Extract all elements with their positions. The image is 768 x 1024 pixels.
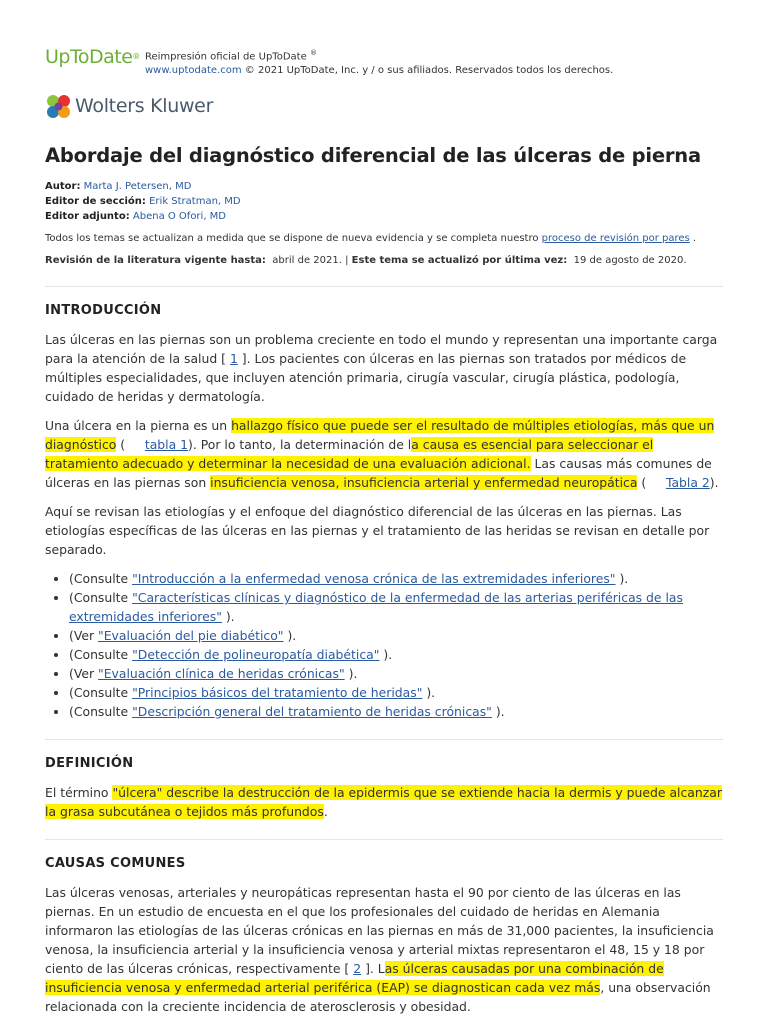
section-heading: CAUSAS COMUNES [45,856,186,872]
copyright: © 2021 UpToDate, Inc. y / o sus afiliados. Reservados todos los derechos. [244,65,614,77]
list-item: • (Consulte "Principios básicos del tratamiento de heridas" ). [69,683,723,702]
reprint-notice: Reimpresión oficial de UpToDate ® www.uptodate.com © 2021 UpToDate, Inc. y / o sus afiliados. Reservados todos los derechos. [145,49,614,77]
section-heading: INTRODUCCIÓN [45,303,162,319]
article-credits: Autor: Marta J. Petersen, MD Editor de sección: Erik Stratman, MD Editor adjunto: Abena O Ofori, MD [45,181,241,223]
highlight: hallazgo físico que puede ser el resultado de múltiples etiologías, más que un diagnóstico [45,418,715,453]
related-topics-list [45,569,723,721]
paragraph: El término "úlcera" describe la destrucción de la epidermis que se extiende hacia la dermis y puede alcanzar la grasa subcutánea o tejidos más profundos. [45,785,722,820]
topic-link[interactable]: "Descripción general del tratamiento de heridas crónicas" [132,704,492,720]
paragraph: Aquí se revisan las etiologías y el enfoque del diagnóstico diferencial de las úlceras en las piernas. Las etiologías específicas de las úlceras en las piernas y el tratamiento de las heridas se revisan en detalle por separado. [45,504,710,558]
topic-link[interactable]: "Detección de polineuropatía diabética" [132,647,380,663]
list-item: • (Consulte "Detección de polineuropatía diabética" ). [69,645,723,664]
list-item: • (Consulte "Características clínicas y diagnóstico de la enfermedad de las arterias periféricas de las extremidades inferiores" ). [69,588,723,626]
wolters-kluwer-mark-icon [45,93,72,120]
review-dates: Revisión de la literatura vigente hasta: abril de 2021. | Este tema se actualizó por última vez: 19 de agosto de 2020. [45,254,723,287]
highlight: a causa es esencial para seleccionar el tratamiento adecuado y determinar la necesidad de una evaluación adicional. [45,437,654,472]
section-introduction [45,303,723,740]
topic-link[interactable]: "Principios básicos del tratamiento de heridas" [132,685,423,701]
reprint-title: Reimpresión oficial de UpToDate [145,51,307,63]
section-common-causes [45,856,723,1016]
list-item: • (Ver "Evaluación del pie diabético" ). [69,626,723,645]
author-link[interactable]: Marta J. Petersen, MD [83,181,192,193]
highlight: "úlcera" describe la destrucción de la epidermis que se extiende hacia la dermis y puede alcanzar la grasa subcutánea o tejidos más profundos [45,785,722,820]
article-title: Abordaje del diagnóstico diferencial de las úlceras de pierna [45,144,701,168]
paragraph: Las úlceras en las piernas son un problema creciente en todo el mundo y representan una importante carga para la atención de la salud [ 1 ]. Los pacientes con úlceras en las piernas son tratados por médicos de múltiples especialidades, que incluyen atención primaria, cirugía vascular, cirugía plástica, podología, cuidado de heridas y dermatología. [45,332,718,405]
list-item: • (Ver "Evaluación clínica de heridas crónicas" ). [69,664,723,683]
publisher-name: Wolters Kluwer [75,95,214,118]
paragraph: Las úlceras venosas, arteriales y neuropáticas representan hasta el 90 por ciento de las úlceras en las piernas. En un estudio de encuesta en el que los profesionales del cuidado de heridas en Alemania informaron las etiologías de las úlceras crónicas en las piernas en más de 31,000 pacientes, la insuficiencia venosa, la insuficiencia arterial y la insuficiencia venosa y arterial mixtas representaron el 48, 15 y 18 por ciento de las úlceras crónicas, respectivamente [ 2 ]. Las úlceras causadas por una combinación de insuficiencia venosa y enfermedad arterial periférica (EAP) se diagnostican cada vez más, una observación relacionada con la creciente incidencia de aterosclerosis y obesidad. [45,885,714,1015]
topic-link[interactable]: "Evaluación clínica de heridas crónicas" [98,666,345,682]
peer-review-link[interactable]: proceso de revisión por pares [541,233,690,245]
section-editor-link[interactable]: Erik Stratman, MD [149,196,241,208]
list-item: • (Consulte "Descripción general del tratamiento de heridas crónicas" ). [69,702,723,721]
list-item: • (Consulte "Introducción a la enfermedad venosa crónica de las extremidades inferiores" ). [69,569,723,588]
wolters-kluwer-logo [45,92,723,120]
uptodate-logo[interactable]: UpToDate® [45,46,140,68]
topic-link[interactable]: "Características clínicas y diagnóstico de la enfermedad de las arterias periféricas de las extremidades inferiores" [69,590,683,625]
topic-link[interactable]: "Evaluación del pie diabético" [98,628,284,644]
topic-link[interactable]: "Introducción a la enfermedad venosa crónica de las extremidades inferiores" [132,571,616,587]
highlight: as úlceras causadas por una combinación de insuficiencia venosa y enfermedad arterial periférica (EAP) se diagnostican cada vez más [45,961,664,996]
highlight: insuficiencia venosa, insuficiencia arterial y enfermedad neuropática [210,475,638,491]
site-link[interactable]: www.uptodate.com [145,65,242,77]
update-note: Todos los temas se actualizan a medida que se dispone de nueva evidencia y se completa nuestro proceso de revisión por pares . [45,233,697,245]
section-definition [45,756,723,840]
section-heading: DEFINICIÓN [45,756,134,772]
reference-link[interactable]: 2 [353,961,362,977]
header [45,0,723,78]
paragraph: Una úlcera en la pierna es un hallazgo físico que puede ser el resultado de múltiples etiologías, más que un diagnóstico ( tabla 1). Por lo tanto, la determinación de la causa es esencial para seleccionar el tratamiento adecuado y determinar la necesidad de una evaluación adicional. Las causas más comunes de úlceras en las piernas son insuficiencia venosa, insuficiencia arterial y enfermedad neuropática ( Tabla 2). [45,418,719,491]
reference-link[interactable]: 1 [229,351,238,367]
deputy-editor-link[interactable]: Abena O Ofori, MD [132,211,227,223]
table-1-link[interactable]: tabla 1 [144,437,189,453]
table-2-link[interactable]: Tabla 2 [665,475,710,491]
